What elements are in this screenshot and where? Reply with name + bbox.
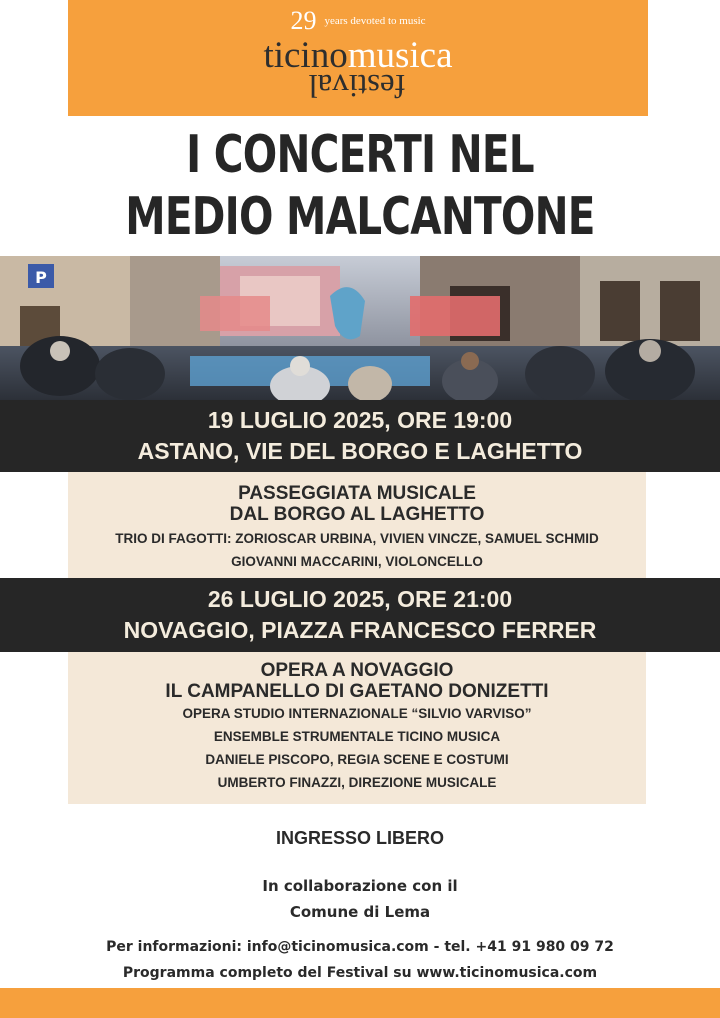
concert-photo [0, 256, 720, 400]
concert2-date: 26 LUGLIO 2025, ORE 21:00 [207, 586, 513, 612]
festival-logo [68, 0, 648, 116]
logo-name-part1: ticino [263, 35, 348, 76]
logo-tagline-text: years devoted to music [324, 15, 426, 27]
concert2-place: NOVAGGIO, PIAZZA FRANCESCO FERRER [123, 617, 597, 643]
concert2-opera-studio: OPERA STUDIO INTERNAZIONALE “SILVIO VARVISO” [182, 706, 532, 721]
concert2-title-line2: IL CAMPANELLO DI GAETANO DONIZETTI [165, 681, 549, 702]
bottom-accent-bar [0, 988, 720, 1018]
collaboration-line2: Comune di Lema [289, 903, 431, 921]
concert1-header [0, 400, 720, 472]
concert1-date: 19 LUGLIO 2025, ORE 19:00 [207, 407, 513, 433]
collaboration-line1: In collaborazione con il [262, 877, 458, 895]
contact-info-line2: Programma completo del Festival su www.ticinomusica.com [122, 965, 598, 981]
concert2-conductor: UMBERTO FINAZZI, DIREZIONE MUSICALE [217, 775, 497, 790]
collaboration-note [0, 873, 720, 925]
contact-info-line1: Per informazioni: info@ticinomusica.com - tel. +41 91 980 09 72 [106, 939, 614, 955]
concert2-header [0, 578, 720, 652]
logo-tagline [68, 6, 648, 36]
concert2-title-line1: OPERA A NOVAGGIO [260, 660, 454, 681]
concert1-title-line2: DAL BORGO AL LAGHETTO [229, 504, 485, 525]
concert1-place: ASTANO, VIE DEL BORGO E LAGHETTO [137, 438, 583, 464]
poster-title-line1: I CONCERTI NEL [186, 125, 534, 185]
contact-info [0, 934, 720, 986]
logo-name-part2: musica [347, 35, 453, 76]
concert1-details [68, 472, 646, 578]
concert-photo-illustration [0, 256, 720, 400]
concert1-title-line1: PASSEGGIATA MUSICALE [238, 483, 476, 504]
logo-years: 29 [290, 6, 317, 35]
concert1-cellist: GIOVANNI MACCARINI, VIOLONCELLO [231, 554, 483, 569]
free-entry-notice: INGRESSO LIBERO [275, 828, 445, 848]
concert2-ensemble: ENSEMBLE STRUMENTALE TICINO MUSICA [213, 729, 501, 744]
concert2-details [68, 652, 646, 804]
concert1-performers: TRIO DI FAGOTTI: ZORIOSCAR URBINA, VIVIEN VINCZE, SAMUEL SCHMID [115, 531, 599, 546]
parking-sign-letter: P [35, 268, 47, 287]
poster-title [79, 124, 641, 248]
poster-title-line2: MEDIO MALCANTONE [125, 187, 595, 247]
concert2-director: DANIELE PISCOPO, REGIA SCENE E COSTUMI [205, 752, 509, 767]
logo-mirrored-festival: festival [308, 67, 406, 103]
